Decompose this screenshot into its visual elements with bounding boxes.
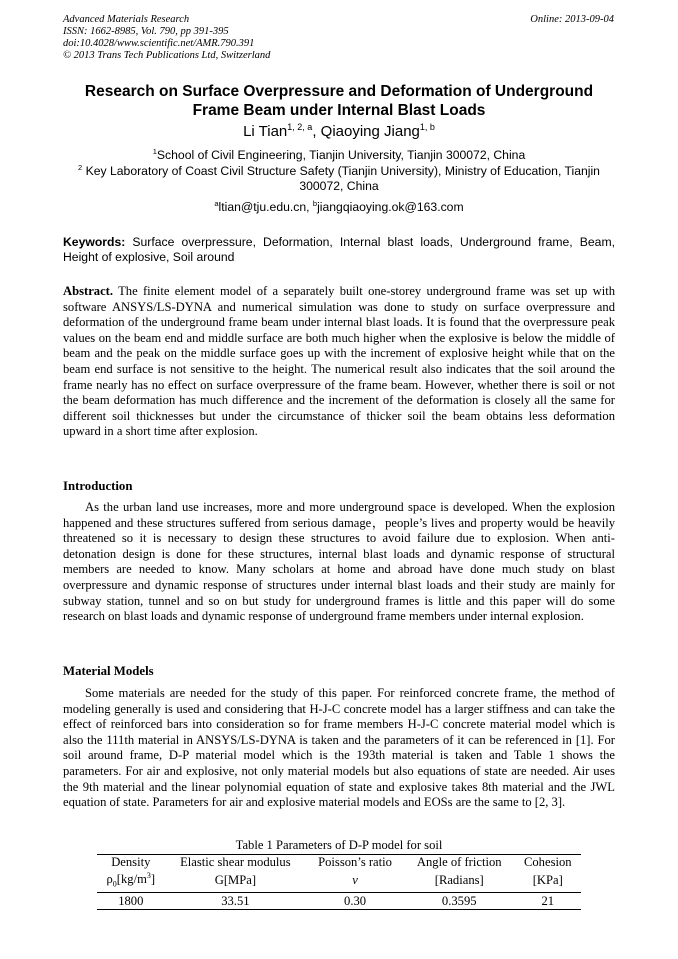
table-unit-cell: G[MPa]	[165, 869, 307, 892]
table-header-cell: Poisson’s ratio	[306, 855, 404, 870]
table-cell: 0.3595	[404, 892, 515, 909]
table-cell: 0.30	[306, 892, 404, 909]
table-unit-row	[97, 869, 581, 892]
author-list	[63, 123, 615, 140]
table-unit-cell	[97, 869, 165, 892]
keywords-text: Surface overpressure, Deformation, Internal blast loads, Underground frame, Beam, Height of explosive, Soil around	[63, 235, 615, 264]
email-address: ltian@tju.edu.cn,	[218, 200, 313, 214]
doi-line: doi:10.4028/www.scientific.net/AMR.790.391	[63, 38, 255, 49]
rho-symbol: ρ	[106, 872, 113, 887]
paper-title	[63, 82, 615, 120]
affiliation-1	[63, 148, 615, 163]
online-date: Online: 2013-09-04	[530, 14, 614, 25]
author-superscript: 1, b	[419, 122, 435, 132]
affiliation-marker: 2	[78, 162, 83, 172]
table-header-cell: Angle of friction	[404, 855, 515, 870]
title-line-2: Frame Beam under Internal Blast Loads	[192, 102, 486, 119]
unit-subscript: 0	[112, 879, 117, 889]
table-header-row	[97, 855, 581, 870]
material-models-paragraph: Some materials are needed for the study of this paper. For reinforced concrete frame, the method of modeling generally is used and considering that H-J-C concrete model has a larger stiffness and can take the effect of reinforced bars into consideration so for frame members H-J-C concrete material model which is also the 111th material in ANSYS/LS-DYNA is taken and the parameters of it can be referenced in [1]. For soil around frame, D-P material model which is the 193th material is taken and Table 1 shows the parameters. For air and explosive, not only material models but also equations of state are needed. Air uses the 9th material and the linear polynomial equation of state and explosive takes 8th material and the JWL equation of state. Parameters for air and explosive material models and EOSs are the same to [2, 3].	[63, 686, 615, 810]
title-line-1: Research on Surface Overpressure and Deformation of Underground	[84, 83, 594, 100]
section-heading-introduction: Introduction	[63, 479, 133, 493]
unit-text: ]	[150, 872, 156, 887]
unit-superscript: 3	[146, 871, 151, 880]
keywords-label: Keywords:	[63, 235, 126, 249]
email-address: jiangqiaoying.ok@163.com	[317, 200, 464, 214]
table-header-cell: Cohesion	[515, 855, 581, 870]
abstract	[63, 284, 615, 440]
table-header-cell: Density	[97, 855, 165, 870]
affiliation-text: Key Laboratory of Coast Civil Structure Safety (Tianjin University), Ministry of Education, Tianjin	[85, 164, 600, 178]
table-unit-cell: v	[306, 869, 404, 892]
keywords	[63, 235, 615, 265]
parameters-table	[97, 854, 581, 910]
author-separator: ,	[312, 123, 321, 140]
table-unit-cell: [KPa]	[515, 869, 581, 892]
unit-text: [kg/m	[116, 872, 147, 887]
affiliation-text: 300072, China	[299, 179, 379, 193]
affiliation-marker: 1	[152, 146, 157, 156]
copyright-line: © 2013 Trans Tech Publications Ltd, Switzerland	[63, 50, 271, 61]
table-cell: 21	[515, 892, 581, 909]
table-header-cell: Elastic shear modulus	[165, 855, 307, 870]
table-row	[97, 892, 581, 909]
journal-name: Advanced Materials Research	[63, 14, 190, 25]
author-name: Qiaoying Jiang	[320, 123, 420, 140]
introduction-paragraph: As the urban land use increases, more and more underground space is developed. When the explosion happened and these structures suffered from serious damage，people’s lives and property would be heavily threatened so it is necessary to design these structures to avoid failure due to explosion. When anti-detonation design is done for these structures, internal blast loads and dynamic response of structural members are needed to know. Many scholars at home and abroad have done much study on blast overpressure and dynamic response of structures under internal blast loads and their study are mainly for subway station, tunnel and so on but study for underground frames is little and this paper will do some research on blast loads and dynamic response of underground frame members under internal explosion.	[63, 500, 615, 624]
abstract-label: Abstract.	[63, 284, 114, 298]
affiliation-2	[63, 164, 615, 194]
affiliation-text: School of Civil Engineering, Tianjin University, Tianjin 300072, China	[156, 148, 526, 162]
abstract-text: The finite element model of a separately built one-storey underground frame was set up with software ANSYS/LS-DYNA and numerical simulation was done to study on surface overpressure and deformation of the underground frame beam under internal blast loads. It is found that the overpressure peak values on the beam end and middle surface are both much higher when the explosive is below the middle of beam and the peak on the middle surface goes up with the increment of explosive height while that on the beam end surface is not sensitive to the height. The numerical result also indicates that the soil around the frame nearly has no effect on surface overpressure of the frame beam. However, whether there is soil or not the beam deformation has much difference and the increment of the deformation is closely all the same for different soil thicknesses but under the circumstance of thicker soil the beam obtains less deformation upward in a short time after explosion.	[63, 284, 615, 439]
author-superscript: 1, 2, a	[287, 122, 313, 132]
table-cell: 1800	[97, 892, 165, 909]
table-cell: 33.51	[165, 892, 307, 909]
issn-line: ISSN: 1662-8985, Vol. 790, pp 391-395	[63, 26, 229, 37]
email-line	[63, 200, 615, 215]
table-caption: Table 1 Parameters of D-P model for soil	[235, 838, 443, 852]
section-heading-material-models: Material Models	[63, 664, 154, 678]
author-name: Li Tian	[243, 123, 288, 140]
email-marker: b	[312, 198, 318, 208]
email-marker: a	[214, 198, 219, 208]
journal-header	[63, 14, 270, 62]
table-unit-cell: [Radians]	[404, 869, 515, 892]
